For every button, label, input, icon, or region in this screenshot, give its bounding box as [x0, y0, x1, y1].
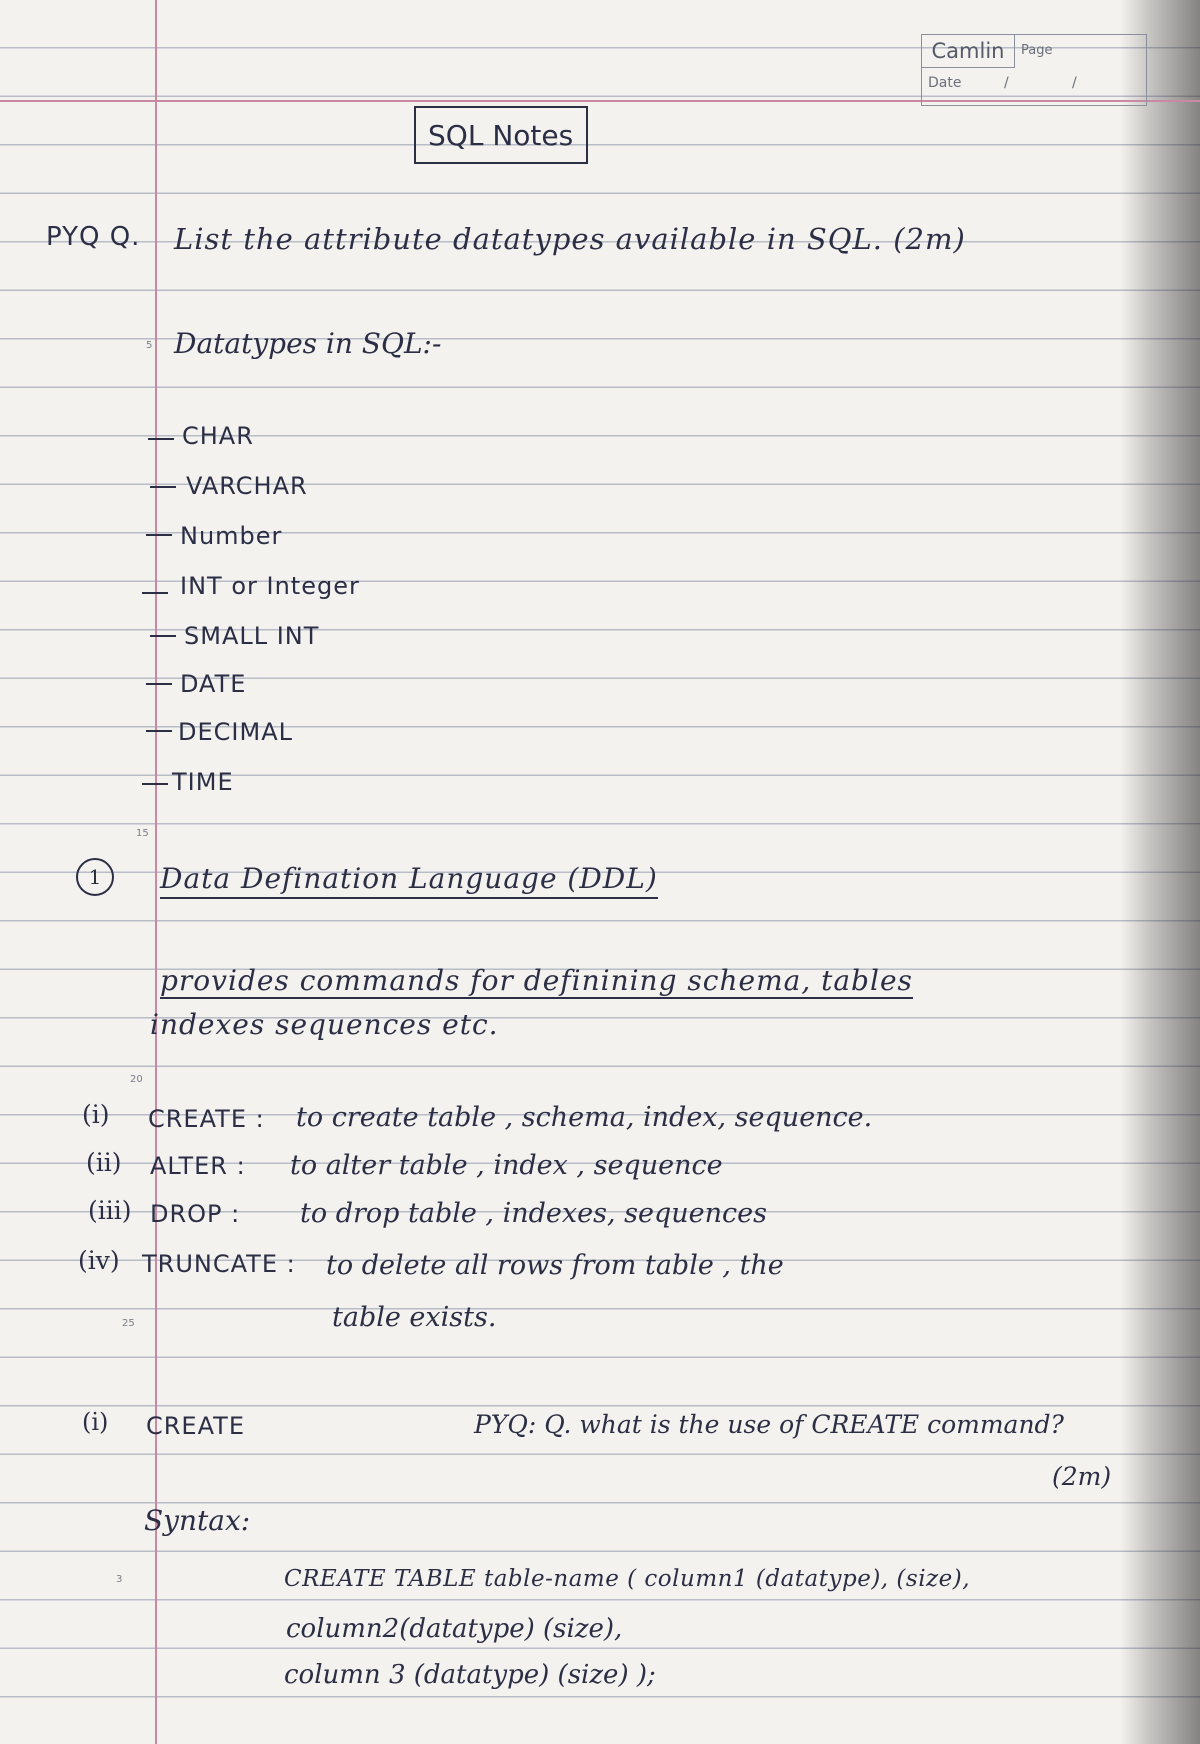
brand-logo: Camlin	[922, 35, 1015, 68]
command-description: to delete all rows from table , the	[326, 1250, 784, 1281]
command-name: TRUNCATE :	[142, 1250, 296, 1278]
bullet-dash	[146, 683, 172, 685]
section-number: (i)	[82, 1408, 109, 1436]
bullet-dash	[148, 438, 174, 440]
section-number-text: 1	[88, 865, 102, 889]
bullet-dash	[150, 635, 176, 637]
margin-number: 5	[146, 340, 153, 351]
datatype-item: Number	[180, 522, 283, 550]
pyq-question: PYQ: Q. what is the use of CREATE command?	[474, 1410, 1064, 1439]
page-label: Page	[1021, 43, 1053, 58]
command-description: to create table , schema, index, sequence.	[296, 1102, 873, 1133]
date-separator: /	[1072, 75, 1077, 91]
datatype-item: SMALL INT	[184, 622, 320, 650]
date-label: Date	[928, 75, 962, 91]
ddl-description-line: indexes sequences etc.	[150, 1008, 499, 1041]
margin-number: 3	[116, 1574, 123, 1585]
bullet-dash	[142, 592, 168, 594]
datatype-item: DATE	[180, 670, 247, 698]
pyq-question: List the attribute datatypes available in SQL. (2m)	[174, 222, 966, 256]
create-heading: CREATE	[146, 1412, 245, 1440]
datatype-item: TIME	[172, 768, 234, 796]
date-separator: /	[1004, 75, 1009, 91]
margin-number: 15	[136, 828, 149, 839]
command-description-cont: table exists.	[332, 1302, 497, 1333]
syntax-line: column 3 (datatype) (size) );	[284, 1660, 656, 1690]
section-number	[76, 858, 114, 896]
bullet-dash	[146, 730, 172, 732]
datatype-item: CHAR	[182, 422, 254, 450]
margin-number: 20	[130, 1074, 143, 1085]
command-name: ALTER :	[150, 1152, 246, 1180]
syntax-line: CREATE TABLE table-name ( column1 (datatype), (size),	[284, 1566, 971, 1592]
page-title: SQL Notes	[428, 119, 574, 152]
ddl-description-line: provides commands for definining schema, tables	[160, 964, 913, 997]
datatype-item: INT or Integer	[180, 572, 360, 600]
datatypes-heading: Datatypes in SQL:-	[174, 327, 442, 360]
bullet-dash	[142, 783, 168, 785]
pyq-marks: (2m)	[1052, 1462, 1112, 1491]
title-box	[414, 106, 588, 164]
command-number: (iv)	[78, 1246, 120, 1275]
syntax-label: Syntax:	[144, 1504, 251, 1537]
bullet-dash	[150, 486, 176, 488]
pyq-prefix: PYQ Q.	[46, 222, 141, 252]
margin-number: 25	[122, 1318, 135, 1329]
bullet-dash	[146, 534, 172, 536]
command-number: (i)	[82, 1100, 110, 1129]
page-date-box	[921, 34, 1147, 106]
command-number: (ii)	[86, 1148, 122, 1177]
command-description: to alter table , index , sequence	[290, 1150, 723, 1181]
command-number: (iii)	[88, 1196, 132, 1225]
command-name: DROP :	[150, 1200, 241, 1228]
datatype-item: DECIMAL	[178, 718, 293, 746]
ddl-heading: Data Defination Language (DDL)	[160, 862, 658, 899]
command-description: to drop table , indexes, sequences	[300, 1198, 767, 1229]
datatype-item: VARCHAR	[186, 472, 308, 500]
margin-line	[155, 0, 157, 1744]
command-name: CREATE :	[148, 1105, 265, 1133]
syntax-line: column2(datatype) (size),	[286, 1614, 623, 1644]
